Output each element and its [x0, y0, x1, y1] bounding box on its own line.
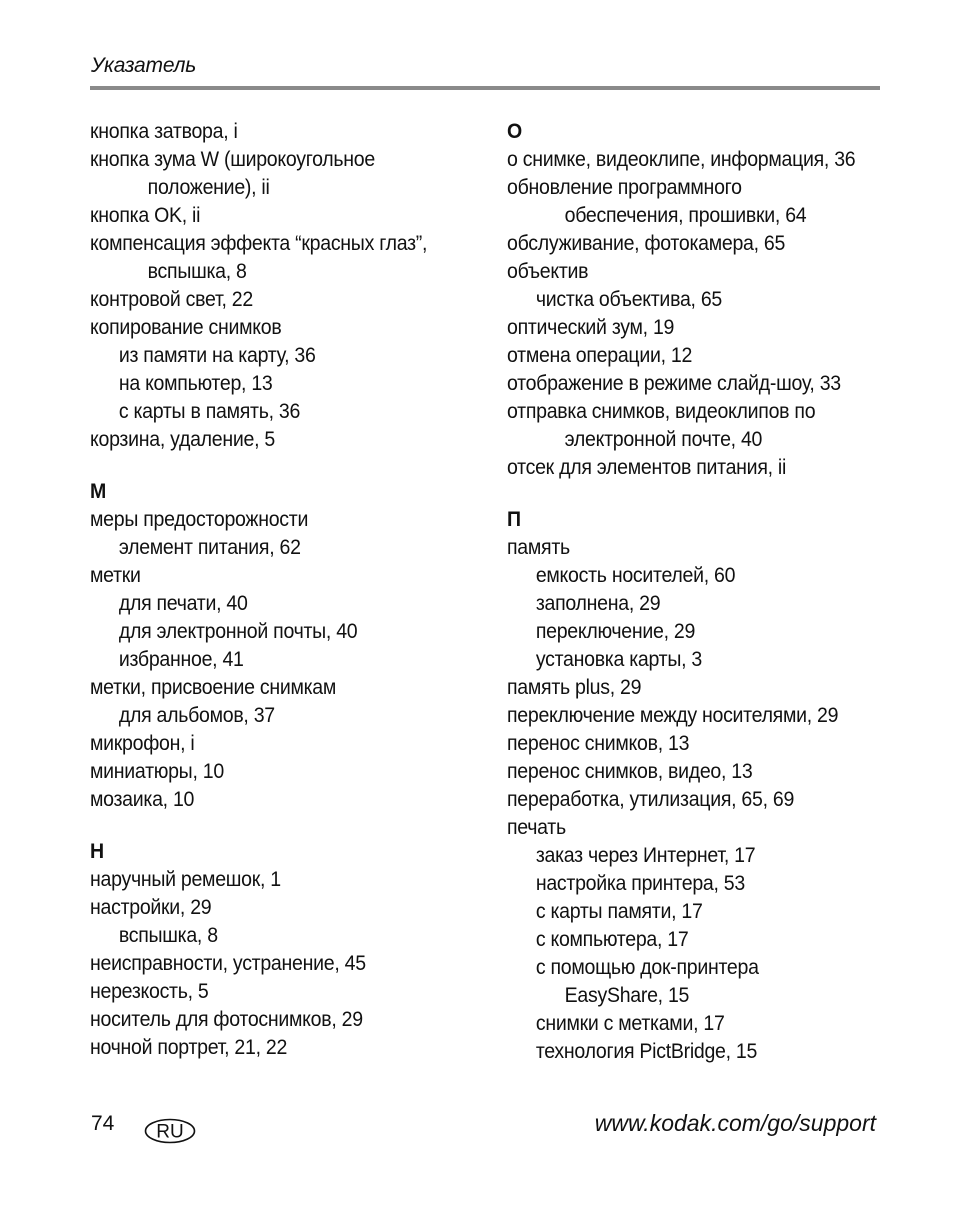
index-subentry: на компьютер, 13 [118, 372, 273, 395]
index-subentry: переключение, 29 [535, 620, 696, 643]
index-entry-continuation: вспышка, 8 [147, 260, 247, 283]
index-subentry: вспышка, 8 [118, 924, 218, 947]
index-entry: перенос снимков, видео, 13 [507, 760, 753, 783]
index-entry: оптический зум, 19 [507, 316, 675, 339]
header-divider [90, 86, 880, 90]
index-subentry: заполнена, 29 [535, 592, 661, 615]
index-subentry: чистка объектива, 65 [535, 288, 722, 311]
index-entry: компенсация эффекта “красных глаз”, [90, 232, 428, 255]
index-entry: метки [90, 564, 141, 587]
ru-language-badge [144, 1118, 196, 1144]
index-entry: переключение между носителями, 29 [507, 704, 839, 727]
page-number: 74 [91, 1112, 115, 1135]
index-entry: кнопка затвора, i [90, 120, 238, 143]
index-subentry: с карты в память, 36 [118, 400, 301, 423]
index-entry: перенос снимков, 13 [507, 732, 690, 755]
index-letter-heading: О [507, 120, 522, 143]
index-letter-heading: Н [90, 840, 104, 863]
index-entry: нерезкость, 5 [90, 980, 209, 1003]
index-subentry: избранное, 41 [118, 648, 244, 671]
page-header-title: Указатель [91, 54, 197, 77]
index-entry: носитель для фотоснимков, 29 [90, 1008, 363, 1031]
index-entry: о снимке, видеоклипе, информация, 36 [507, 148, 856, 171]
index-entry: неисправности, устранение, 45 [90, 952, 366, 975]
index-subentry: из памяти на карту, 36 [118, 344, 316, 367]
index-entry: отправка снимков, видеоклипов по [507, 400, 816, 423]
index-subentry: с помощью док-принтера [535, 956, 759, 979]
index-entry-continuation: положение), ii [147, 176, 270, 199]
index-entry: ночной портрет, 21, 22 [90, 1036, 288, 1059]
index-entry: память [507, 536, 570, 559]
index-column-right [507, 118, 855, 1066]
index-entry: кнопка OK, ii [90, 204, 201, 227]
index-entry: печать [507, 816, 566, 839]
index-entry: миниатюры, 10 [90, 760, 224, 783]
index-subentry: для печати, 40 [118, 592, 248, 615]
index-column-left [90, 118, 427, 1062]
index-entry: память plus, 29 [507, 676, 642, 699]
index-entry: мозаика, 10 [90, 788, 195, 811]
index-subentry: емкость носителей, 60 [535, 564, 736, 587]
index-entry: отображение в режиме слайд-шоу, 33 [507, 372, 841, 395]
index-entry: наручный ремешок, 1 [90, 868, 281, 891]
index-letter-heading: П [507, 508, 521, 531]
index-entry-continuation: обеспечения, прошивки, 64 [564, 204, 807, 227]
index-subentry: настройка принтера, 53 [535, 872, 745, 895]
index-entry: корзина, удаление, 5 [90, 428, 275, 451]
index-subentry: установка карты, 3 [535, 648, 702, 671]
ru-language-badge-text: RU [156, 1121, 184, 1143]
support-url[interactable]: www.kodak.com/go/support [594, 1110, 876, 1136]
index-subentry: для альбомов, 37 [118, 704, 275, 727]
index-entry: отмена операции, 12 [507, 344, 693, 367]
index-entry: меры предосторожности [90, 508, 309, 531]
index-subentry: элемент питания, 62 [118, 536, 301, 559]
index-entry-continuation: электронной почте, 40 [564, 428, 763, 451]
index-entry: настройки, 29 [90, 896, 212, 919]
index-subentry: технология PictBridge, 15 [535, 1040, 758, 1063]
index-entry: метки, присвоение снимкам [90, 676, 337, 699]
index-subentry: заказ через Интернет, 17 [535, 844, 756, 867]
index-subentry: снимки с метками, 17 [535, 1012, 725, 1035]
index-subentry: с компьютера, 17 [535, 928, 689, 951]
index-subentry: для электронной почты, 40 [118, 620, 358, 643]
index-entry: отсек для элементов питания, ii [507, 456, 787, 479]
index-letter-heading: М [90, 480, 106, 503]
index-entry: обслуживание, фотокамера, 65 [507, 232, 786, 255]
index-entry: кнопка зума W (широкоугольное [90, 148, 375, 171]
index-entry: микрофон, i [90, 732, 195, 755]
index-entry: переработка, утилизация, 65, 69 [507, 788, 795, 811]
index-entry: объектив [507, 260, 589, 283]
index-entry-continuation: EasyShare, 15 [564, 984, 690, 1007]
index-entry: копирование снимков [90, 316, 282, 339]
index-subentry: с карты памяти, 17 [535, 900, 703, 923]
index-entry: обновление программного [507, 176, 742, 199]
index-entry: контровой свет, 22 [90, 288, 253, 311]
